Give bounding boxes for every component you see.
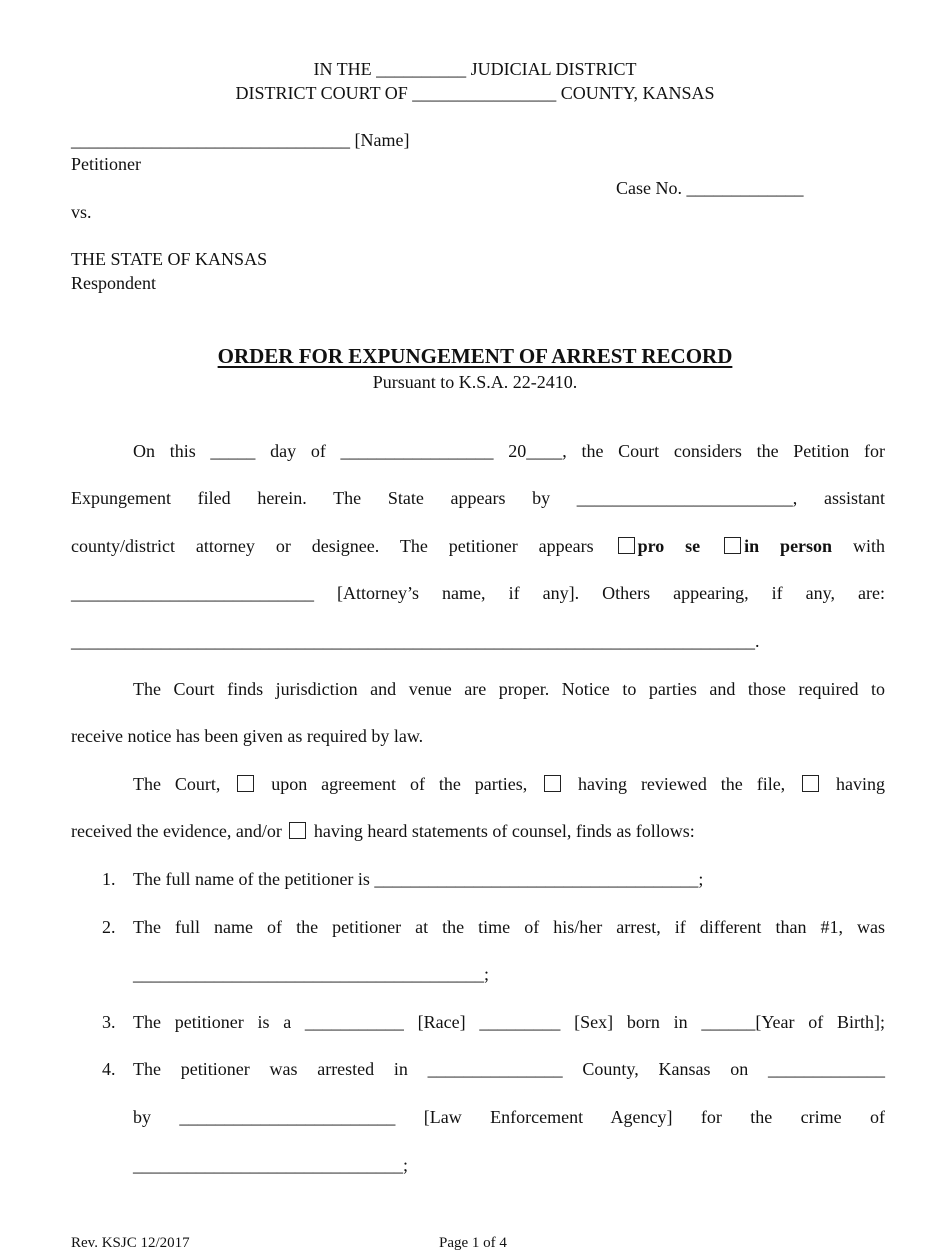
item-1-line1: The full name of the petitioner is ____________________________________; (133, 869, 704, 889)
para2-line2: receive notice has been given as required by law. (71, 726, 424, 746)
item-1-number: 1. (102, 869, 116, 889)
revision-label: Rev. KSJC 12/2017 (71, 1235, 190, 1251)
in-person-label: in person (744, 536, 833, 556)
page-number: Page 1 of 4 (439, 1235, 507, 1251)
agreement-label: upon agreement of the parties, (271, 774, 528, 794)
para1-line5: ____________________________________________________________________________. (71, 631, 760, 651)
item-4-line3: ______________________________; (133, 1155, 409, 1175)
item-3-number: 3. (102, 1012, 116, 1032)
document-title: ORDER FOR EXPUNGEMENT OF ARREST RECORD (217, 344, 733, 368)
versus-label: vs. (71, 202, 92, 222)
reviewed-file-checkbox[interactable] (544, 775, 561, 792)
para1-line2: Expungement filed herein. The State appears by ________________________, assistant (71, 488, 885, 508)
item-4-line2: by ________________________ [Law Enforcement Agency] for the crime of (133, 1107, 885, 1127)
para3-line1 (133, 773, 885, 795)
agreement-checkbox[interactable] (237, 775, 254, 792)
pro-se-checkbox[interactable] (618, 537, 635, 554)
item-4-line1: The petitioner was arrested in _______________ County, Kansas on _____________ (133, 1059, 885, 1079)
heard-statements-label: having heard statements of counsel, finds as follows: (313, 821, 695, 841)
petitioner-label: Petitioner (71, 154, 141, 174)
item-4-number: 4. (102, 1059, 116, 1079)
reviewed-file-label: having reviewed the file, (578, 774, 786, 794)
para2-line1: The Court finds jurisdiction and venue are proper. Notice to parties and those required to (133, 679, 885, 699)
in-person-checkbox[interactable] (724, 537, 741, 554)
item-3-line1: The petitioner is a ___________ [Race] _________ [Sex] born in ______[Year of Birth]; (133, 1012, 885, 1032)
received-evidence-checkbox[interactable] (802, 775, 819, 792)
respondent-label: Respondent (71, 273, 156, 293)
respondent-name: THE STATE OF KANSAS (71, 249, 268, 269)
having-label: having (836, 774, 885, 794)
heard-statements-checkbox[interactable] (289, 822, 306, 839)
para1-line1: On this _____ day of _________________ 20____, the Court considers the Petition for (133, 441, 885, 461)
para1-line3-text: county/district attorney or designee. The petitioner appears (71, 536, 594, 556)
para3-line2 (71, 820, 695, 842)
item-2-number: 2. (102, 917, 116, 937)
pro-se-label: pro se (637, 536, 701, 556)
petitioner-name-line: _______________________________ [Name] (71, 130, 410, 150)
para1-line4: ___________________________ [Attorney’s name, if any]. Others appearing, if any, are: (71, 583, 885, 603)
caption-line-2: DISTRICT COURT OF ________________ COUNTY, KANSAS (235, 83, 715, 103)
caption-line-1: IN THE __________ JUDICIAL DISTRICT (313, 59, 637, 79)
item-2-line2: _______________________________________; (133, 964, 490, 984)
para1-line3 (71, 535, 885, 557)
para1-line3-end: with (853, 536, 886, 556)
case-number: Case No. _____________ (616, 178, 804, 198)
para3-court-text: The Court, (133, 774, 221, 794)
received-evidence-label: received the evidence, and/or (71, 821, 282, 841)
document-subtitle: Pursuant to K.S.A. 22-2410. (372, 372, 578, 392)
item-2-line1: The full name of the petitioner at the time of his/her arrest, if different than #1, was (133, 917, 885, 937)
